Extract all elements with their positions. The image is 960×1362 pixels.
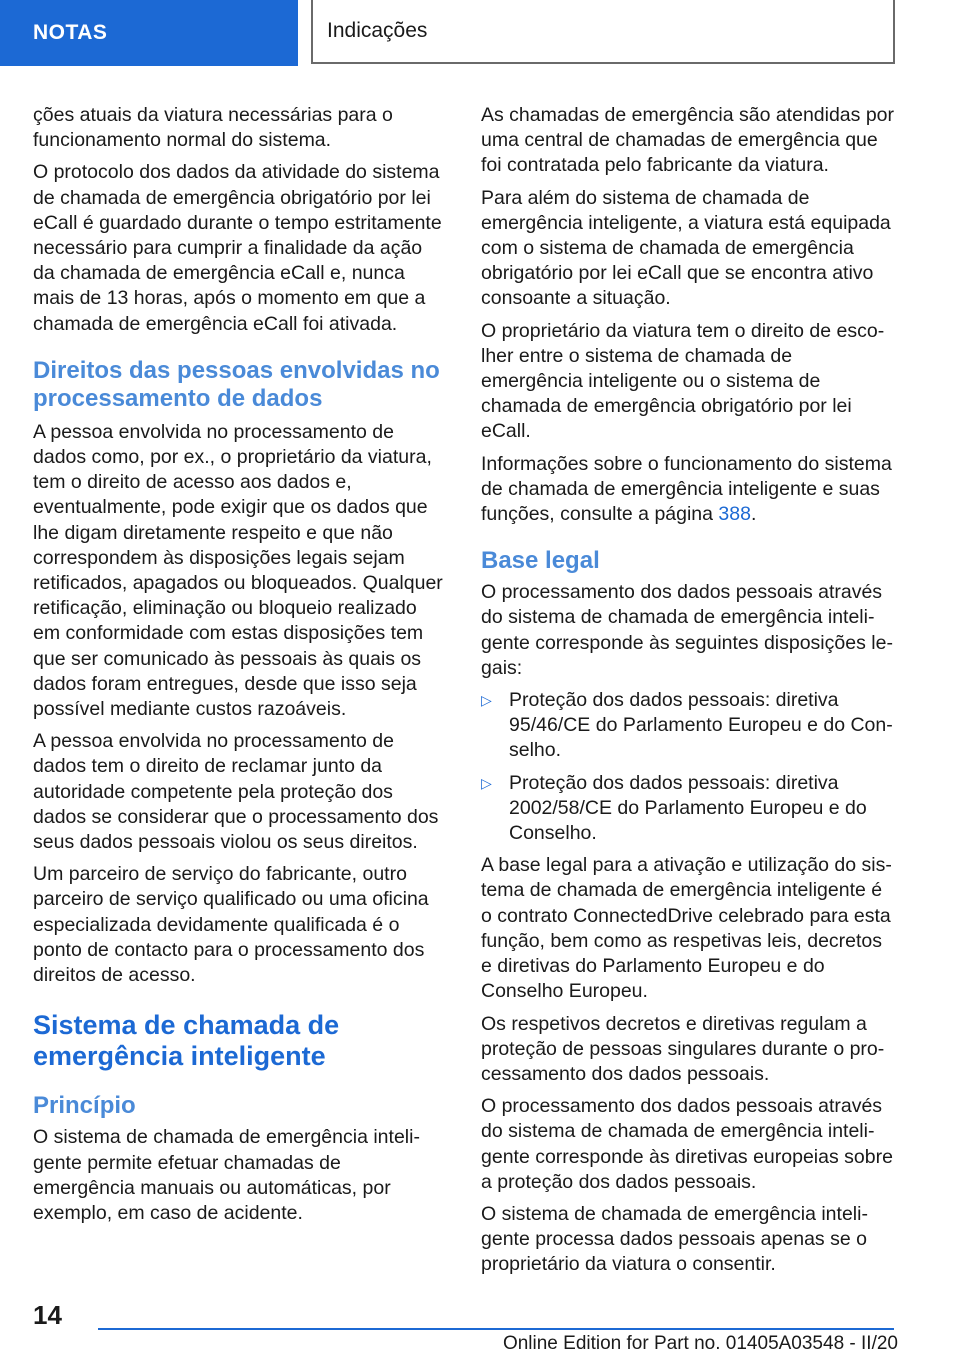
paragraph-text: Informações sobre o funcionamento do sistema de chamada de emergência inteligente e suas funções, consulte a página — [481, 452, 892, 526]
paragraph: As chamadas de emergência são atendidas por uma central de chamadas de emergência que foi contratada pelo fabricante da viatura. — [481, 104, 895, 177]
paragraph: O protocolo dos dados da atividade do sistema de chamada de emergência obrigatório por lei eCall é guardado durante o tempo estritamente necessário para cumprir a finalidade da ação da chamada de emergência eCall e, nunca mais de 13 horas, após o momento em que a chamada de emergência eCall foi ativada. — [33, 161, 442, 335]
section-tab-notas: NOTAS — [0, 0, 298, 66]
paragraph: O sistema de chamada de emergência inteligente processa dados pessoais apenas se o proprietário da viatura o consentir. — [481, 1202, 868, 1276]
paragraph: O proprietário da viatura tem o direito de escolher entre o sistema de chamada de emergência inteligente ou o sistema de chamada de emergência obrigatório por lei eCall. — [481, 319, 885, 443]
left-column — [33, 103, 447, 1233]
paragraph: A base legal para a ativação e utilização do sistema de chamada de emergência inteligente é o contrato ConnectedDrive celebrado para esta função, bem como as respetivas leis, decretos e diretivas do Parlamento Europeu e do Conselho Europeu. — [481, 854, 892, 1003]
list-item — [481, 771, 895, 847]
triangle-bullet-icon: ▷ — [481, 692, 492, 709]
page-number: 14 — [33, 1300, 62, 1330]
paragraph: ções atuais da viatura necessárias para o funcionamento normal do sistema. — [33, 104, 393, 152]
paragraph: A pessoa envolvida no processamento de dados como, por ex., o proprietário da viatura, tem o direito de acesso aos dados e, eventualmente, pode exigir que os dados que lhe digam diretamente respeito e que não correspondem às disposições legais sejam retificados, apagados ou bloqueados. Qualquer retificação, eliminação ou bloqueio realizado em conformidade com estas disposições tem que ser comunicado às pessoais às quais os dados foram entregues, desde que isso seja possível mediante custos razoáveis. — [33, 420, 443, 721]
heading-principio: Princípio — [33, 1092, 136, 1120]
list-item-text: Proteção dos dados pessoais: diretiva 2002/58/CE do Parlamento Europeu e do Conselho. — [509, 771, 867, 845]
paragraph: O sistema de chamada de emergência inteligente permite efetuar chamadas de emergência manuais ou automáticas, por exemplo, em caso de acidente. — [33, 1126, 420, 1224]
paragraph: O processamento dos dados pessoais através do sistema de chamada de emergência inteligente corresponde às seguintes disposições legais: — [481, 581, 893, 679]
heading-direitos: Direitos das pessoas envolvidas no processamento de dados — [33, 356, 440, 412]
footer-edition: Online Edition for Part no. 01405A03548 - II/20 — [502, 1333, 898, 1354]
page-link-388[interactable]: 388 — [718, 503, 751, 526]
list-item — [481, 688, 895, 764]
footer-divider — [98, 1328, 894, 1330]
heading-base-legal: Base legal — [481, 547, 600, 575]
paragraph-end: . — [750, 503, 757, 526]
bullet-list — [481, 688, 895, 846]
heading-sistema-chamada: Sistema de chamada de emergência inteligente — [33, 1010, 340, 1072]
chapter-tab-indicacoes: Indicações — [311, 0, 895, 64]
paragraph-with-link — [481, 452, 895, 528]
list-item-text: Proteção dos dados pessoais: diretiva 95/46/CE do Parlamento Europeu e do Conselho. — [509, 689, 893, 762]
right-column — [481, 103, 895, 1285]
paragraph: O processamento dos dados pessoais através do sistema de chamada de emergência inteligente corresponde às diretivas europeias sobre a proteção dos dados pessoais. — [481, 1095, 893, 1193]
paragraph: A pessoa envolvida no processamento de dados tem o direito de reclamar junto da autoridade competente pela proteção dos dados se considerar que o processamento dos seus dados pessoais violou os seus direitos. — [33, 730, 439, 854]
paragraph: Para além do sistema de chamada de emergência inteligente, a viatura está equipada com o sistema de chamada de emergência obrigatório por lei eCall que se encontra ativo consoante a situação. — [481, 186, 891, 310]
page-header — [0, 0, 960, 66]
paragraph: Um parceiro de serviço do fabricante, outro parceiro de serviço qualificado ou uma oficina especializada devidamente qualificada é o ponto de contacto para o processamento dos direitos de acesso. — [33, 863, 429, 987]
triangle-bullet-icon: ▷ — [481, 774, 492, 791]
paragraph: Os respetivos decretos e diretivas regulam a proteção de pessoas singulares durante o processamento dos dados pessoais. — [481, 1012, 885, 1085]
